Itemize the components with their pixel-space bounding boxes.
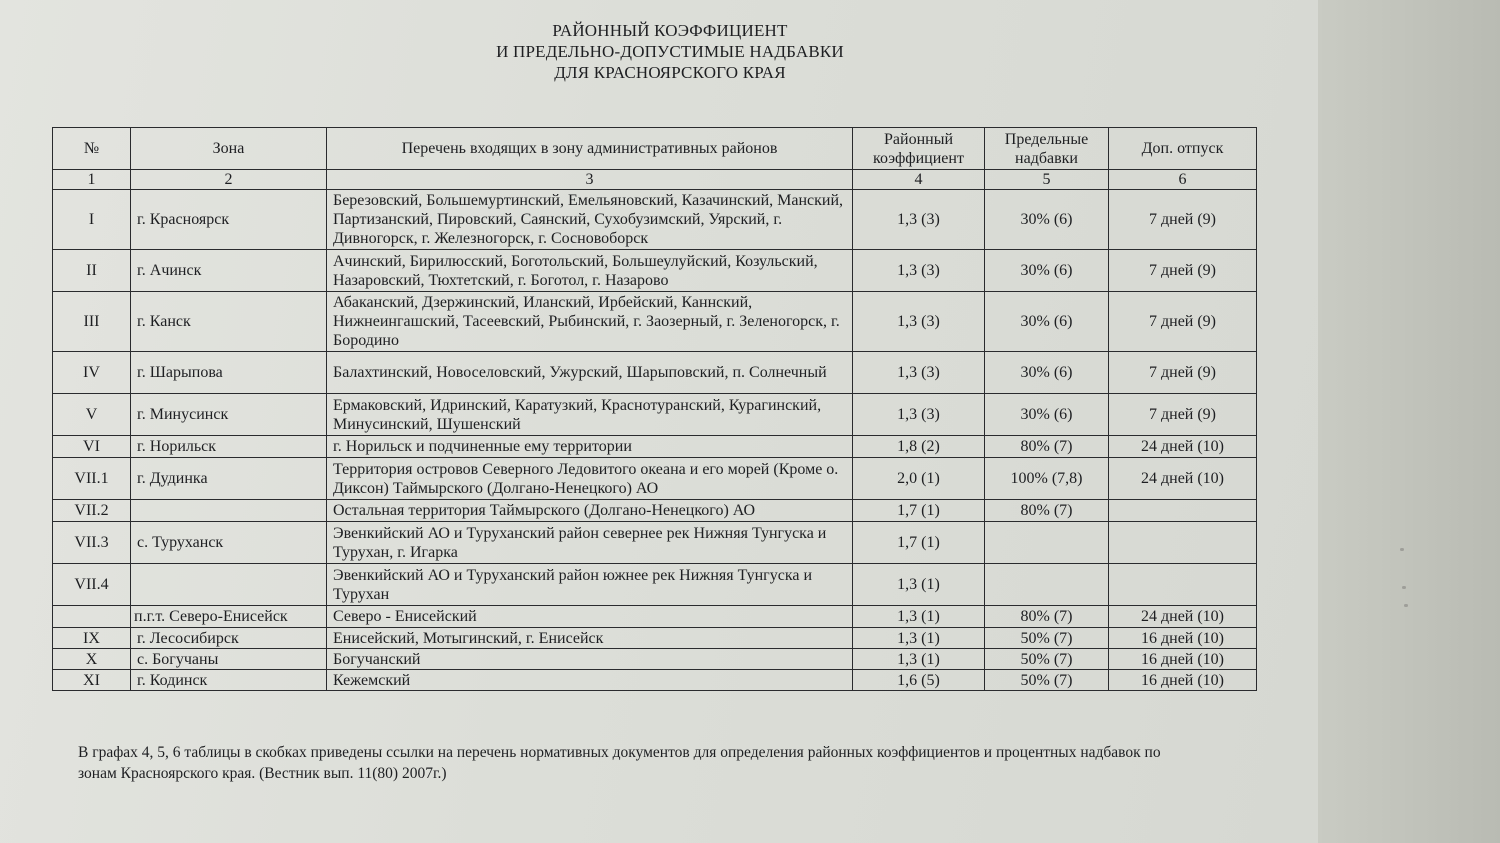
table-row: [53, 394, 1257, 436]
cell-zone: г. Ачинск: [131, 250, 327, 292]
cell-coef: 1,7 (1): [853, 522, 985, 564]
cell-coef: 1,3 (1): [853, 564, 985, 606]
paper-speck: [1402, 586, 1406, 589]
title-line-1: РАЙОННЫЙ КОЭФФИЦИЕНТ: [552, 21, 788, 40]
col-number: 2: [131, 170, 327, 190]
document-title: [440, 20, 900, 83]
paper-speck: [1400, 548, 1404, 551]
header-leave: Доп. отпуск: [1109, 128, 1257, 170]
cell-zone: г. Лесосибирск: [131, 628, 327, 649]
table-row: [53, 458, 1257, 500]
table-row: [53, 352, 1257, 394]
column-number-row: [53, 170, 1257, 190]
col-number: 5: [985, 170, 1109, 190]
cell-districts: Енисейский, Мотыгинский, г. Енисейск: [327, 628, 853, 649]
cell-bonus: 50% (7): [985, 628, 1109, 649]
title-line-2: И ПРЕДЕЛЬНО-ДОПУСТИМЫЕ НАДБАВКИ: [496, 42, 844, 61]
cell-zone: с. Туруханск: [131, 522, 327, 564]
cell-num: X: [53, 649, 131, 670]
cell-num: III: [53, 292, 131, 352]
footnote: В графах 4, 5, 6 таблицы в скобках приведены ссылки на перечень нормативных документов для определения районных коэффициентов и процентных надбавок по зонам Красноярского края. (Вестник вып. 11(80) 2007г.): [78, 744, 1161, 782]
cell-bonus: 50% (7): [985, 649, 1109, 670]
cell-num: VII.3: [53, 522, 131, 564]
cell-coef: 1,3 (1): [853, 628, 985, 649]
header-districts: Перечень входящих в зону административных районов: [327, 128, 853, 170]
cell-districts: Ачинский, Бирилюсский, Боготольский, Большеулуйский, Козульский, Назаровский, Тюхтетский, г. Боготол, г. Назарово: [327, 250, 853, 292]
cell-leave: 16 дней (10): [1109, 649, 1257, 670]
cell-num: VII.4: [53, 564, 131, 606]
cell-bonus: 30% (6): [985, 394, 1109, 436]
cell-zone: г. Красноярск: [131, 190, 327, 250]
cell-leave: 7 дней (9): [1109, 352, 1257, 394]
cell-zone: п.г.т. Северо-Енисейск: [131, 606, 327, 628]
cell-districts: Территория островов Северного Ледовитого океана и его морей (Кроме о. Диксон) Таймырского (Долгано-Ненецкого) АО: [327, 458, 853, 500]
cell-num: V: [53, 394, 131, 436]
cell-zone: [131, 500, 327, 522]
cell-bonus: 30% (6): [985, 352, 1109, 394]
cell-num: XI: [53, 670, 131, 691]
cell-leave: 24 дней (10): [1109, 436, 1257, 458]
header-zone: Зона: [131, 128, 327, 170]
cell-zone: г. Кодинск: [131, 670, 327, 691]
header-bonus: Предельные надбавки: [985, 128, 1109, 170]
cell-zone: г. Шарыпова: [131, 352, 327, 394]
col-number: 3: [327, 170, 853, 190]
cell-districts: Богучанский: [327, 649, 853, 670]
cell-leave: 7 дней (9): [1109, 250, 1257, 292]
cell-bonus: 30% (6): [985, 190, 1109, 250]
cell-districts: Эвенкийский АО и Туруханский район южнее рек Нижняя Тунгуска и Турухан: [327, 564, 853, 606]
header-coef: Районный коэффициент: [853, 128, 985, 170]
cell-districts: Остальная территория Таймырского (Долгано-Ненецкого) АО: [327, 500, 853, 522]
cell-districts: Березовский, Большемуртинский, Емельяновский, Казачинский, Манский, Партизанский, Пировский, Саянский, Сухобузимский, Уярский, г. Дивногорск, г. Железногорск, г. Сосновоборск: [327, 190, 853, 250]
cell-leave: 16 дней (10): [1109, 628, 1257, 649]
cell-coef: 1,7 (1): [853, 500, 985, 522]
cell-leave: 16 дней (10): [1109, 670, 1257, 691]
col-number: 6: [1109, 170, 1257, 190]
coefficient-table: [52, 127, 1257, 691]
cell-bonus: 30% (6): [985, 250, 1109, 292]
cell-num: IX: [53, 628, 131, 649]
cell-districts: Балахтинский, Новоселовский, Ужурский, Шарыповский, п. Солнечный: [327, 352, 853, 394]
cell-zone: г. Минусинск: [131, 394, 327, 436]
table-row: [53, 628, 1257, 649]
table-row: [53, 606, 1257, 628]
cell-bonus: 80% (7): [985, 500, 1109, 522]
cell-coef: 1,3 (3): [853, 292, 985, 352]
cell-leave: 24 дней (10): [1109, 458, 1257, 500]
cell-leave: 7 дней (9): [1109, 190, 1257, 250]
cell-districts: г. Норильск и подчиненные ему территории: [327, 436, 853, 458]
cell-districts: Северо - Енисейский: [327, 606, 853, 628]
cell-leave: 7 дней (9): [1109, 394, 1257, 436]
cell-bonus: [985, 564, 1109, 606]
cell-num: II: [53, 250, 131, 292]
cell-bonus: [985, 522, 1109, 564]
header-row: [53, 128, 1257, 170]
cell-districts: Кежемский: [327, 670, 853, 691]
cell-districts: Ермаковский, Идринский, Каратузкий, Краснотуранский, Курагинский, Минусинский, Шушенский: [327, 394, 853, 436]
cell-districts: Эвенкийский АО и Туруханский район севернее рек Нижняя Тунгуска и Турухан, г. Игарка: [327, 522, 853, 564]
cell-num: VI: [53, 436, 131, 458]
cell-coef: 1,3 (3): [853, 250, 985, 292]
cell-coef: 1,3 (1): [853, 649, 985, 670]
cell-leave: [1109, 500, 1257, 522]
table-row: [53, 522, 1257, 564]
title-line-3: ДЛЯ КРАСНОЯРСКОГО КРАЯ: [554, 63, 786, 82]
cell-coef: 1,3 (3): [853, 190, 985, 250]
table-row: [53, 670, 1257, 691]
cell-num: VII.2: [53, 500, 131, 522]
table-row: [53, 190, 1257, 250]
cell-leave: [1109, 564, 1257, 606]
cell-bonus: 100% (7,8): [985, 458, 1109, 500]
paper-speck: [1404, 604, 1408, 607]
table-row: [53, 649, 1257, 670]
cell-zone: [131, 564, 327, 606]
cell-leave: [1109, 522, 1257, 564]
cell-bonus: 80% (7): [985, 436, 1109, 458]
header-num: №: [53, 128, 131, 170]
cell-num: I: [53, 190, 131, 250]
col-number: 4: [853, 170, 985, 190]
cell-coef: 1,3 (1): [853, 606, 985, 628]
background-surface: [1318, 0, 1500, 843]
cell-coef: 1,3 (3): [853, 394, 985, 436]
cell-num: IV: [53, 352, 131, 394]
cell-num: [53, 606, 131, 628]
cell-zone: с. Богучаны: [131, 649, 327, 670]
table-row: [53, 564, 1257, 606]
cell-bonus: 50% (7): [985, 670, 1109, 691]
cell-zone: г. Норильск: [131, 436, 327, 458]
cell-bonus: 80% (7): [985, 606, 1109, 628]
cell-coef: 1,3 (3): [853, 352, 985, 394]
cell-zone: г. Канск: [131, 292, 327, 352]
cell-districts: Абаканский, Дзержинский, Иланский, Ирбейский, Каннский, Нижнеингашский, Тасеевский, Рыбинский, г. Заозерный, г. Зеленогорск, г. Бородино: [327, 292, 853, 352]
cell-zone: г. Дудинка: [131, 458, 327, 500]
cell-bonus: 30% (6): [985, 292, 1109, 352]
table-row: [53, 436, 1257, 458]
table-row: [53, 500, 1257, 522]
table-row: [53, 292, 1257, 352]
cell-coef: 1,6 (5): [853, 670, 985, 691]
cell-coef: 1,8 (2): [853, 436, 985, 458]
cell-leave: 24 дней (10): [1109, 606, 1257, 628]
table-row: [53, 250, 1257, 292]
cell-leave: 7 дней (9): [1109, 292, 1257, 352]
cell-num: VII.1: [53, 458, 131, 500]
cell-coef: 2,0 (1): [853, 458, 985, 500]
col-number: 1: [53, 170, 131, 190]
